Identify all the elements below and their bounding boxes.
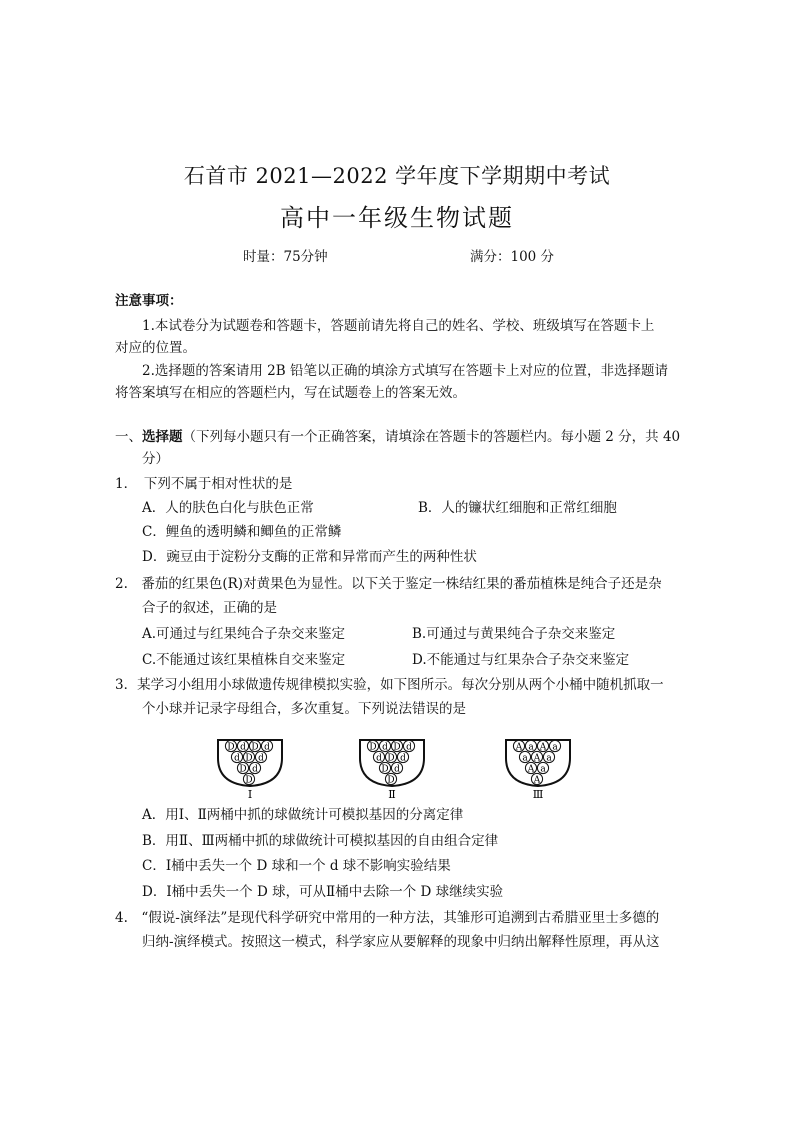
q3-option-b: B．用Ⅱ、Ⅲ两桶中抓的球做统计可模拟基因的自由组合定律 (142, 833, 499, 849)
exam-subtitle: 高中一年级生物试题 (280, 204, 514, 232)
bucket-figure-svg (200, 728, 600, 800)
exam-title: 石首市 2021—2022 学年度下学期期中考试 (183, 164, 611, 188)
bucket-2-balls (367, 740, 414, 785)
q3-stem-line-1: 3．某学习小组用小球做遗传规律模拟实验，如下图所示。每次分别从两个小桶中随机抓取一 (115, 677, 664, 693)
notice-item-1-line-2: 对应的位置。 (115, 340, 196, 356)
q1-option-a: A．人的肤色白化与肤色正常 (142, 500, 314, 516)
q2-stem-line-2: 合子的叙述，正确的是 (142, 600, 277, 616)
bucket-2-ball-letter: d (394, 764, 400, 775)
bucket-2-ball-letter: d (376, 753, 382, 764)
bucket-3-ball-letter: A (527, 764, 535, 775)
bucket-3-label: Ⅲ (532, 788, 544, 800)
notice-item-2-line-1: 2.选择题的答案请用 2B 铅笔以正确的填涂方式填写在答题卡上对应的位置，非选择题请 (142, 363, 668, 379)
bucket-3 (506, 740, 570, 800)
bucket-1-ball-letter: D (251, 742, 259, 753)
bucket-3-ball-letter: A (515, 742, 523, 753)
bucket-1-ball-letter: D (245, 753, 253, 764)
bucket-2-ball-letter: d (382, 742, 388, 753)
section-1-instruction-line-2: 分） (142, 451, 169, 467)
q4-stem-line-1: 4. “假说-演绎法”是现代科学研究中常用的一种方法，其雏形可追溯到古希腊亚里士多德的 (115, 910, 660, 926)
full-score: 满分：100 分 (470, 249, 555, 265)
q2-option-b: B.可通过与黄果纯合子杂交来鉴定 (412, 626, 616, 642)
bucket-1-ball-letter: d (234, 753, 240, 764)
q2-stem-line-1: 2. 番茄的红果色(R)对黄果色为显性。以下关于鉴定一株结红果的番茄植株是纯合子还是杂 (115, 576, 662, 592)
bucket-1-ball-letter: d (252, 764, 258, 775)
bucket-1-label: Ⅰ (247, 788, 253, 800)
bucket-1-ball-letter: D (245, 775, 253, 786)
bucket-3-ball-letter: a (546, 753, 552, 764)
time-limit: 时量：75分钟 (243, 249, 328, 265)
q1-option-d: D．豌豆由于淀粉分支酶的正常和异常而产生的两种性状 (142, 549, 477, 565)
bucket-3-ball-letter: A (533, 753, 541, 764)
bucket-2-ball-letter: D (381, 764, 389, 775)
bucket-1-ball-letter: d (240, 742, 246, 753)
q1-option-b: B．人的镰状红细胞和正常红细胞 (418, 500, 617, 516)
q2-option-a: A.可通过与红果纯合子杂交来鉴定 (142, 626, 346, 642)
bucket-3-ball-letter: A (533, 775, 541, 786)
section-1-name: 选择题 (142, 429, 183, 445)
bucket-3-ball-letter: a (522, 753, 528, 764)
notice-heading: 注意事项： (115, 293, 183, 309)
bucket-3-ball-letter: a (528, 742, 534, 753)
q3-stem-line-2: 个小球并记录字母组合，多次重复。下列说法错误的是 (142, 701, 466, 717)
q1-stem: 1． 下列不属于相对性状的是 (115, 476, 293, 492)
bucket-2-ball-letter: D (393, 742, 401, 753)
bucket-3-ball-letter: a (552, 742, 558, 753)
bucket-2-label: Ⅱ (388, 788, 396, 800)
q3-option-a: A．用Ⅰ、Ⅱ两桶中抓的球做统计可模拟基因的分离定律 (142, 807, 464, 823)
bucket-3-ball-letter: a (540, 764, 546, 775)
bucket-1-ball-letter: d (264, 742, 270, 753)
q3-option-d: D．Ⅰ桶中丢失一个 D 球，可从Ⅱ桶中去除一个 D 球继续实验 (142, 884, 504, 900)
q2-option-d: D.不能通过与红果杂合子杂交来鉴定 (412, 652, 630, 668)
section-1-heading (115, 427, 680, 447)
bucket-1-ball-letter: d (258, 753, 264, 764)
bucket-2-ball-letter: d (406, 742, 412, 753)
q2-option-c: C.不能通过该红果植株自交来鉴定 (142, 652, 346, 668)
notice-item-2-line-2: 将答案填写在相应的答题栏内，写在试题卷上的答案无效。 (115, 385, 466, 401)
bucket-2-ball-letter: d (400, 753, 406, 764)
q3-option-c: C．Ⅰ桶中丢失一个 D 球和一个 d 球不影响实验结果 (142, 858, 451, 874)
section-1-prefix: 一、 (115, 429, 142, 445)
bucket-3-ball-letter: A (539, 742, 547, 753)
bucket-1-ball-letter: D (227, 742, 235, 753)
bucket-2-ball-letter: D (387, 753, 395, 764)
notice-item-1-line-1: 1.本试卷分为试题卷和答题卡，答题前请先将自己的姓名、学校、班级填写在答题卡上 (142, 318, 655, 334)
q4-stem-line-2: 归纳-演绎模式。按照这一模式，科学家应从要解释的现象中归纳出解释性原理，再从这 (142, 934, 660, 950)
bucket-2 (360, 740, 424, 800)
bucket-1-ball-letter: D (239, 764, 247, 775)
bucket-1-balls (225, 740, 272, 785)
q1-option-c: C．鲤鱼的透明鳞和鲫鱼的正常鳞 (142, 524, 342, 540)
bucket-3-balls (513, 740, 560, 785)
bucket-figure (200, 728, 600, 800)
bucket-2-ball-letter: D (369, 742, 377, 753)
section-1-instruction: （下列每小题只有一个正确答案，请填涂在答题卡的答题栏内。每小题 2 分，共 40 (182, 429, 681, 445)
bucket-1 (218, 740, 282, 800)
bucket-2-ball-letter: D (387, 775, 395, 786)
